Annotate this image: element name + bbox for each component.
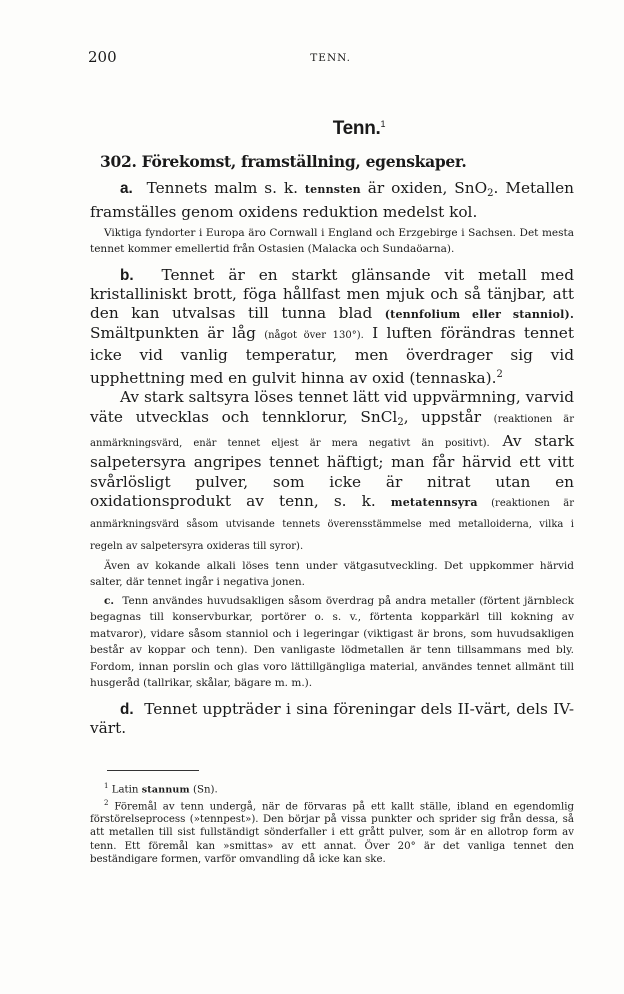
footnote-rule <box>107 770 199 771</box>
title-footnote-mark: 1 <box>380 119 386 129</box>
text-run: Föremål av tenn undergå, när de förvaras på ett kallt ställe, ibland en egendomlig förstörelseprocess (»tennpest»). Den börjar på vissa punkter och sprider sig från dessa, så att metallen till sist fullständigt sönderfaller i ett grått pulver, som är en allotrop form av tenn. Ett föremål kan »smittas» av ett annat. Över 20° är det vanliga tennet den beständigare formen, varför omvandling då icke kan ske. <box>90 800 574 865</box>
section-heading-text: Förekomst, framställning, egenskaper. <box>141 152 467 171</box>
paragraph-label: c. <box>104 594 115 607</box>
small-note: (något över 130°). <box>264 330 364 342</box>
text-run: Även av kokande alkali löses tenn under vätgasutveckling. Det uppkommer härvid salter, där tennet ingår i negativa jonen. <box>90 559 574 589</box>
note-b3 <box>90 558 574 591</box>
footnote-1 <box>90 780 574 797</box>
note-a <box>90 225 574 258</box>
paragraph-label: b. <box>120 266 134 284</box>
running-title: TENN. <box>310 52 351 64</box>
text-run: Smältpunkten är låg <box>90 324 265 343</box>
section-number: 302. <box>100 152 137 171</box>
note-c <box>90 593 574 692</box>
text-run: (Sn). <box>189 784 218 796</box>
footnotes <box>90 780 574 866</box>
text-run: Viktiga fyndorter i Europa äro Cornwall i England och Erzgebirge i Sachsen. Det mesta tennet kommer emellertid från Ostasien (Malacka och Sundaöarna). <box>90 226 574 256</box>
text-run: Av stark saltsyra löses tennet lätt vid uppvärmning, varvid väte utvecklas och tennklorur, SnCl <box>90 388 574 426</box>
footnote-number: 2 <box>104 798 109 807</box>
term: (tennfolium eller stanniol). <box>384 308 574 322</box>
small-note: (reaktionen är anmärkningsvärd, enär tennet eljest är mera negativt än positivt). <box>90 413 575 450</box>
page-number: 200 <box>88 48 117 66</box>
paragraph-a <box>90 179 574 223</box>
subscript: 2 <box>397 416 404 428</box>
paragraph-b2 <box>90 388 574 555</box>
text-run: Tennet är en starkt glänsande vit metall med kristalliniskt brott, föga hållfast men mjuk och så tänjbar, att den kan utvalsas till tunna blad <box>90 265 574 323</box>
text-run: Av stark salpetersyra angripes tennet häftigt; man får härvid ett vitt svårlösligt pulver, som icke är nitrat utan en oxidationsprodukt av tenn, s. k. <box>90 432 575 510</box>
term: stannum <box>141 784 190 796</box>
footnote-2 <box>90 797 574 866</box>
chapter-title <box>144 118 574 140</box>
text-run: , uppstår <box>403 407 494 426</box>
paragraph-label: d. <box>120 700 134 718</box>
text-run: I luften förändras tennet icke vid vanlig temperatur, men överdrager sig vid upphettning med en gulvit hinna av oxid (tennaska). <box>90 324 574 388</box>
footnote-number: 1 <box>104 782 109 790</box>
chapter-title-text: Tenn. <box>332 118 381 139</box>
text-run: Tennets malm s. k. <box>146 179 305 197</box>
subscript: 2 <box>487 188 494 199</box>
text-run: Latin <box>111 784 142 796</box>
paragraph-d <box>90 700 574 739</box>
term: tennsten <box>304 183 361 196</box>
section-heading <box>100 152 574 171</box>
page-header <box>90 48 574 66</box>
text-run: . Metallen framställes genom oxidens reduktion medelst kol. <box>90 179 574 222</box>
paragraph-label: a. <box>120 180 133 197</box>
footnote-mark: 2 <box>496 369 503 381</box>
text-run: Tenn användes huvudsakligen såsom överdrag på andra metaller (förtent järnbleck begagnas till konservburkar, portörer o. s. v., förtenta kopparkärl till kokning av matvaror), vidare såsom stanniol och i legeringar (viktigast är brons, som huvudsakligen består av koppar och tenn). Den vanligaste lödmetallen är tenn tillsammans med bly. Fordom, innan porslin och glas voro lättillgängliga material, användes tennet allmänt till husgeråd (tallrikar, skålar, bägare m. m.). <box>90 594 574 690</box>
text-run: Tennet uppträder i sina föreningar dels II-värt, dels IV-värt. <box>90 699 574 738</box>
book-page <box>90 48 574 738</box>
text-run: är oxiden, SnO <box>360 179 488 197</box>
term: metatennsyra <box>390 495 478 509</box>
small-note: (reaktionen är anmärkningsvärd såsom utvisande tennets överensstämmelse med metalloiderna, vilka i regeln av salpetersyra oxideras till syror). <box>90 497 574 552</box>
paragraph-b <box>90 266 574 389</box>
